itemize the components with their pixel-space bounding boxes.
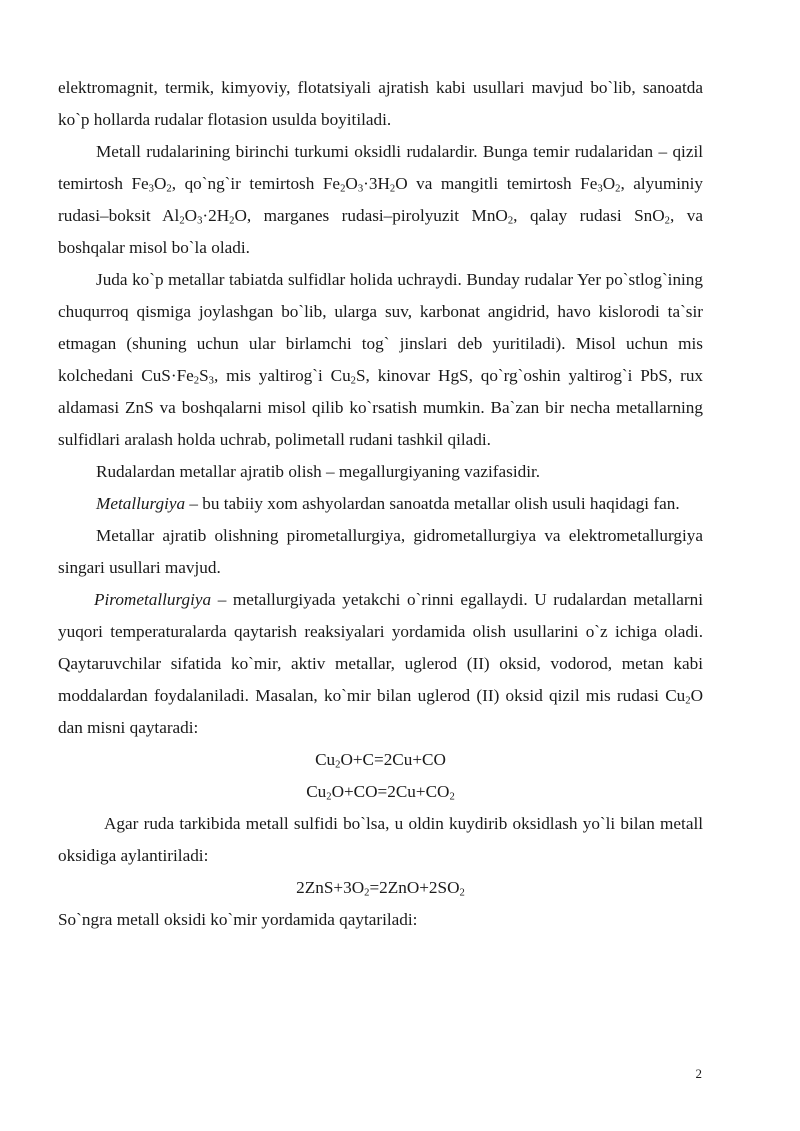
- subscript: 2: [364, 887, 370, 899]
- text: O: [153, 174, 167, 193]
- subscript: 2: [179, 215, 185, 227]
- text: O va mangitli temirtosh Fe: [395, 174, 598, 193]
- text: Juda ko`p metallar tabiatda sulfidlar holida uchraydi. Bunday rudalar Yer po`stlog`ining chuqurroq qismiga joylashgan bo`lib, ularga suv, karbonat angidrid, havo kislorodi ta`sir etmagan (shuning uchun ular birlamchi tog` jinslari deb yuritiladi). Misol uchun mis kolchedani CuS·Fe: [58, 270, 703, 385]
- text: S, kinovar HgS, qo`rg`oshin yaltirog`i PbS, rux aldamasi ZnS va boshqalarni misol qilib ko`rsatish mumkin. Ba`zan bir necha metallarning sulfidlari aralash holda uchrab, polimetall rudani tashkil qiladi.: [58, 366, 704, 449]
- subscript: 2: [507, 215, 514, 227]
- page-number: 2: [695, 1066, 702, 1081]
- paragraph-methods: Metallar ajratib olishning pirometallurgiya, gidrometallurgiya va elektrometallurgiya singari usullari mavjud.: [58, 526, 703, 577]
- text: , mis yaltirog`i Cu: [214, 366, 351, 385]
- paragraph-metallurgy-definition: [58, 488, 703, 520]
- text: ·3H: [363, 174, 390, 193]
- text: – metallurgiyada yetakchi o`rinni egallaydi. U rudalardan metallarni yuqori temperaturalarda qaytarish reaksiyalari yordamida olish usullarini o`z ichiga oladi. Qaytaruvchilar sifatida ko`mir, aktiv metallar, uglerod (II) oksid, vodorod, metan kabi moddalardan foydalaniladi. Masalan, ko`mir bilan uglerod (II) oksid qizil mis rudasi Cu: [58, 590, 703, 705]
- subscript: 2: [166, 183, 172, 195]
- text: O+C=2Cu+CO: [340, 750, 446, 769]
- subscript: 2: [459, 887, 465, 899]
- text: O: [345, 174, 358, 193]
- equation-3: [58, 872, 703, 904]
- text: , va boshqalar misol bo`la oladi.: [58, 206, 703, 257]
- subscript: 2: [193, 375, 200, 387]
- text: – bu tabiiy xom ashyolardan sanoatda metallar olish usuli haqidagi fan.: [185, 494, 680, 513]
- subscript: 2: [326, 791, 332, 803]
- text: O dan misni qaytaradi:: [58, 686, 703, 737]
- subscript: 2: [229, 215, 235, 227]
- text: , qo`ng`ir temirtosh Fe: [171, 174, 341, 193]
- text: O+CO=2Cu+CO: [331, 782, 450, 801]
- subscript: 3: [357, 183, 364, 195]
- subscript: 3: [197, 215, 203, 227]
- text: Metall rudalarining birinchi turkumi oksidli rudalardir. Bunga temir rudalaridan – qizil temirtosh Fe: [58, 142, 703, 193]
- paragraph-pyrometallurgy: [58, 584, 703, 744]
- text: O, marganes rudasi–pirolyuzit MnO: [234, 206, 508, 225]
- text: 2ZnS+3O: [296, 878, 365, 897]
- text: Cu: [315, 750, 336, 769]
- subscript: 2: [664, 215, 670, 227]
- subscript: 2: [335, 759, 341, 771]
- subscript: 2: [350, 375, 356, 387]
- equation-1: [58, 744, 703, 776]
- paragraph-flotation: elektromagnit, termik, kimyoviy, flotatsiyali ajratish kabi usullari mavjud bo`lib, sanoatda ko`p hollarda rudalar flotasion usulda boyitiladi.: [58, 78, 703, 129]
- subscript: 2: [685, 695, 691, 707]
- text: Cu: [306, 782, 327, 801]
- term-pirometallurgiya: Pirometallurgiya: [94, 590, 212, 609]
- text: ·2H: [202, 206, 230, 225]
- document-body: [58, 72, 703, 936]
- subscript: 2: [615, 183, 621, 195]
- paragraph-reduction: So`ngra metall oksidi ko`mir yordamida qaytariladi:: [58, 910, 418, 929]
- subscript: 3: [597, 183, 603, 195]
- subscript: 2: [340, 183, 346, 195]
- subscript: 2: [449, 791, 455, 803]
- subscript: 2: [389, 183, 396, 195]
- text: O: [184, 206, 198, 225]
- subscript: 3: [208, 375, 214, 387]
- paragraph-oxide-ores: [58, 136, 703, 264]
- equation-2: [58, 776, 703, 808]
- text: S: [199, 366, 209, 385]
- paragraph-metallurgy-task: Rudalardan metallar ajratib olish – megallurgiyaning vazifasidir.: [96, 462, 541, 481]
- subscript: 3: [148, 183, 154, 195]
- text: , alyuminiy rudasi–boksit Al: [58, 174, 703, 225]
- paragraph-sulfide-roasting: Agar ruda tarkibida metall sulfidi bo`lsa, u oldin kuydirib oksidlash yo`li bilan metall oksidiga aylantiriladi:: [58, 814, 703, 865]
- text: O: [602, 174, 616, 193]
- text: , qalay rudasi SnO: [513, 206, 665, 225]
- paragraph-sulfide-ores: [58, 264, 703, 456]
- text: =2ZnO+2SO: [369, 878, 460, 897]
- term-metallurgiya: Metallurgiya: [96, 494, 186, 513]
